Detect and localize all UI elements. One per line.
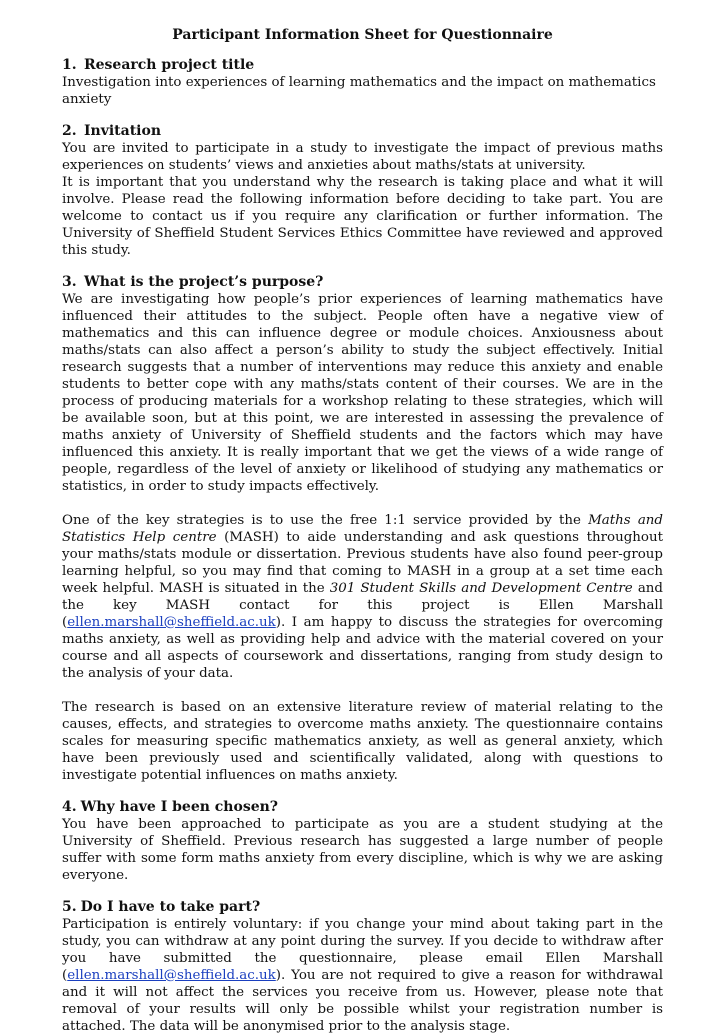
section-heading-text: Invitation: [84, 123, 162, 139]
section-heading-text: Research project title: [84, 57, 255, 73]
section-text: You have been approached to participate as you are a student studying at the University of Sheffield. Previous research has suggested a large number of people suffer with some form maths anxiety from every discipline, which is why we are asking everyone.: [62, 817, 663, 883]
section-research-title: [62, 57, 663, 108]
section-heading-text: What is the project’s purpose?: [84, 274, 324, 290]
section-paragraph-mash: [62, 512, 663, 682]
text-run: ). You are not required to give a reason for withdrawal and it will not affect the services you receive from us. However, please note that removal of your results will only be possible whilst your registration number is attached. The data will be anonymised prior to the analysis stage.: [62, 968, 663, 1034]
section-number: 5.: [62, 899, 77, 915]
section-heading: [62, 799, 663, 816]
text-run: (MASH) to aide understanding and ask questions throughout your maths/stats module or dissertation. Previous students have also found peer-group learning helpful, so you may find that coming to MASH in a group at a set time each week helpful. MASH is situated in the: [62, 530, 663, 596]
section-take-part: [62, 899, 663, 1035]
section-paragraph: We are investigating how people’s prior experiences of learning mathematics have influenced their attitudes to the subject. People often have a negative view of mathematics and this can influence degree or module choices. Anxiousness about maths/stats can also affect a person’s ability to study the subject effectively. Initial research suggests that a number of interventions may reduce this anxiety and enable students to better cope with any maths/stats content of their courses. We are in the process of producing materials for a workshop relating to these strategies, which will be available soon, but at this point, we are interested in assessing the prevalence of maths anxiety of University of Sheffield students and the factors which may have influenced this anxiety. It is really important that we get the views of a wide range of people, regardless of the level of anxiety or likelihood of studying any mathematics or statistics, in order to study impacts effectively.: [62, 292, 663, 494]
italic-run: Maths and Statistics Help centre: [62, 513, 663, 545]
section-heading-text: Do I have to take part?: [80, 899, 261, 915]
email-link[interactable]: ellen.marshall@sheffield.ac.uk: [67, 968, 276, 983]
section-invitation: [62, 123, 663, 259]
italic-run: 301 Student Skills and Development Centre: [329, 581, 633, 596]
section-purpose: [62, 274, 663, 784]
document-title: Participant Information Sheet for Questionnaire: [172, 27, 553, 43]
section-paragraph: The research is based on an extensive literature review of material relating to the causes, effects, and strategies to overcome maths anxiety. The questionnaire contains scales for measuring specific mathematics anxiety, as well as general anxiety, which have been previously used and scientifically validated, along with questions to investigate potential influences on maths anxiety.: [62, 700, 663, 783]
section-text: Investigation into experiences of learning mathematics and the impact on mathematics anxiety: [62, 75, 656, 107]
section-heading: [62, 123, 663, 140]
section-number: 2.: [62, 123, 77, 139]
section-number: 1.: [62, 57, 77, 73]
section-paragraph: You are invited to participate in a study to investigate the impact of previous maths experiences on students’ views and anxieties about maths/stats at university.: [62, 141, 663, 173]
section-why-chosen: [62, 799, 663, 884]
text-run: One of the key strategies is to use the free 1:1 service provided by the: [62, 513, 589, 528]
section-paragraph: It is important that you understand why the research is taking place and what it will involve. Please read the following information before deciding to take part. You are welcome to contact us if you require any clarification or further information. The University of Sheffield Student Services Ethics Committee have reviewed and approved this study.: [62, 175, 663, 258]
section-heading: [62, 57, 663, 74]
text-run: ). I am happy to discuss the strategies for overcoming maths anxiety, as well as providing help and advice with the material covered on your course and all aspects of coursework and dissertations, ranging from study design to the analysis of your data.: [62, 615, 663, 681]
text-run: Participation is entirely voluntary: if you change your mind about taking part in the study, you can withdraw at any point during the survey. If you decide to withdraw after you have submitted the questionnaire, please email Ellen Marshall (: [62, 917, 663, 983]
section-heading-text: Why have I been chosen?: [80, 799, 278, 815]
text-run: and the key MASH contact for this project is Ellen Marshall (: [62, 581, 664, 630]
section-number: 4.: [62, 799, 77, 815]
section-heading: [62, 899, 663, 916]
email-link[interactable]: ellen.marshall@sheffield.ac.uk: [67, 615, 276, 630]
section-number: 3.: [62, 274, 77, 290]
section-paragraph-withdraw: [62, 916, 663, 1035]
section-heading: [62, 274, 663, 291]
